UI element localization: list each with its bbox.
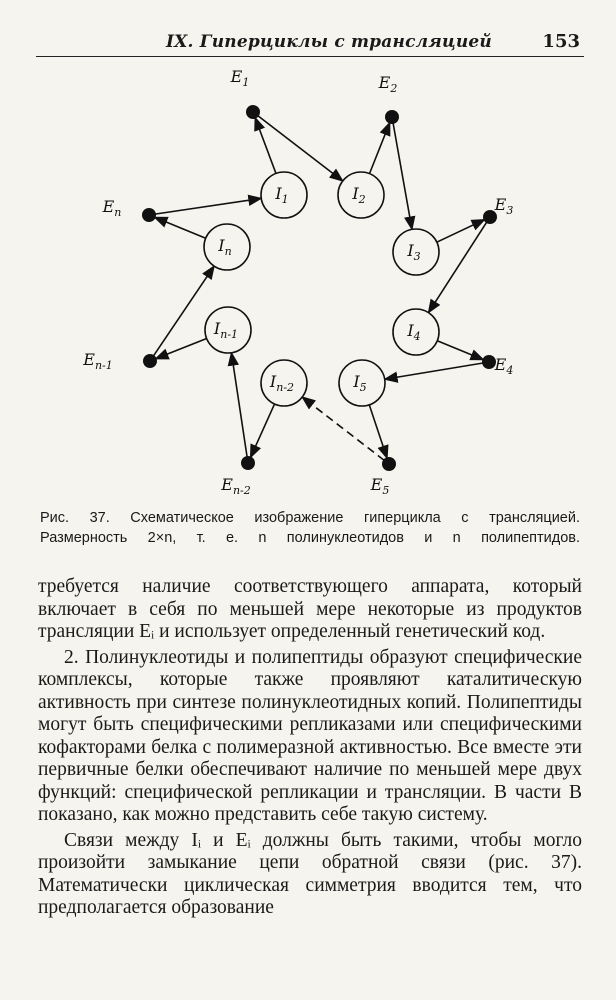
body-text [38, 576, 582, 922]
page-number: 153 [542, 31, 580, 52]
e-node-dot [241, 456, 255, 470]
e-node-label: $E_n$ [102, 197, 122, 219]
i-node-label: $I_{n-1}$ [213, 319, 239, 341]
running-header [36, 30, 584, 57]
e-node-dot [385, 110, 399, 124]
e-node-label: $E_{n-1}$ [83, 350, 113, 372]
edge-catalysis [155, 198, 261, 214]
edge-translation [250, 404, 274, 458]
edge-catalysis [385, 363, 483, 379]
i-node-label: $I_5$ [353, 372, 367, 394]
e-node-dot [382, 457, 396, 471]
i-node-label: $I_3$ [407, 241, 421, 263]
caption-line-2: Размерность 2×n, т. е. n полинуклеотидов и n полипептидов. [40, 530, 580, 546]
edge-catalysis [393, 123, 412, 229]
i-node-label: $I_{n-2}$ [269, 372, 295, 394]
e-node-dot [246, 105, 260, 119]
diagram-edges [153, 116, 486, 461]
edge-catalysis [231, 353, 247, 457]
e-node-label: $E_{n-2}$ [221, 475, 251, 497]
i-node-label: $I_2$ [352, 184, 366, 206]
edge-translation [155, 217, 206, 238]
edge-translation [437, 341, 483, 360]
e-node-label: $E_2$ [378, 73, 398, 95]
e-node-label: $E_5$ [370, 475, 390, 497]
edge-translation [437, 220, 485, 243]
i-node-label: $I_1$ [275, 184, 289, 206]
e-node-label: $E_4$ [494, 355, 514, 377]
hypercycle-diagram [0, 60, 616, 510]
edge-catalysis-dashed [302, 397, 384, 460]
i-node-label: $I_4$ [407, 321, 421, 343]
e-node-dot [142, 208, 156, 222]
e-node-label: $E_1$ [230, 67, 250, 89]
paragraph-3: Связи между Iᵢ и Eᵢ должны быть такими, чтобы могло произойти замыкание цепи обратной связи (рис. 37). Математически циклическая симметрия вводится тем, что предполагается образование [38, 829, 582, 918]
paragraph-2: 2. Полинуклеотиды и полипептиды образуют специфические комплексы, которые также проявляют каталитическую активность при синтезе полинуклеотидных копий. Полипептиды могут быть специфическими репликазами или специфическими кофакторами белка с полимеразной активностью. Все вместе эти первичные белки обеспечивают наличие по меньшей мере двух функций: специфической репликации и трансляции. В части B показано, как можно представить себе такую систему. [38, 646, 582, 825]
figure-caption [40, 508, 580, 548]
edge-translation [255, 118, 276, 174]
e-node-label: $E_3$ [494, 195, 514, 217]
i-node-label: $I_n$ [218, 236, 232, 258]
e-node-dot [143, 354, 157, 368]
edge-catalysis [153, 266, 214, 356]
chapter-title: IX. Гиперциклы с трансляцией [166, 32, 492, 52]
caption-line-1: Рис. 37. Схематическое изображение гиперцикла с трансляцией. [40, 510, 580, 526]
edge-catalysis [258, 116, 343, 181]
edge-catalysis [428, 222, 486, 313]
edge-translation [369, 123, 389, 174]
paragraph-1: требуется наличие соответствующего аппарата, который включает в себя по меньшей мере некоторые из продуктов трансляции Eᵢ и использует определенный генетический код. [38, 576, 582, 642]
